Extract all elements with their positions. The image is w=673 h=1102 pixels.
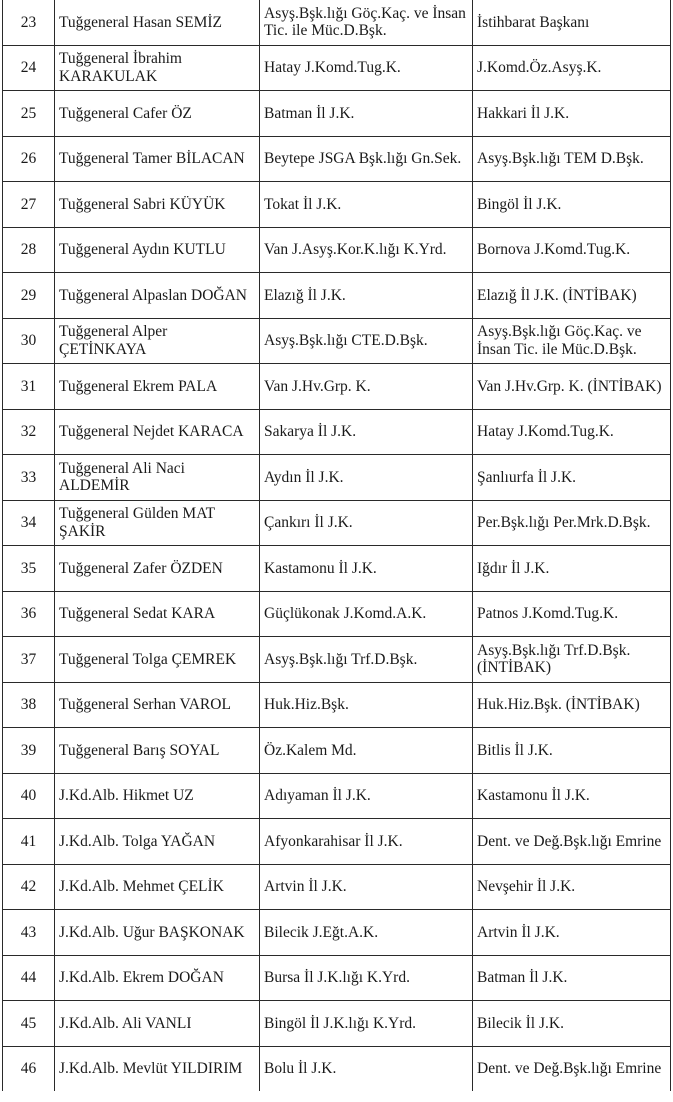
new-post: Dent. ve Değ.Bşk.lığı Emrine xyxy=(473,1046,671,1091)
row-number: 41 xyxy=(3,819,55,865)
current-post: Tokat İl J.K. xyxy=(260,182,473,228)
row-number: 35 xyxy=(3,546,55,592)
officer-name: Tuğgeneral Barış SOYAL xyxy=(55,728,260,774)
new-post: Per.Bşk.lığı Per.Mrk.D.Bşk. xyxy=(473,500,671,546)
current-post: Adıyaman İl J.K. xyxy=(260,773,473,819)
row-number: 27 xyxy=(3,182,55,228)
new-post: Huk.Hiz.Bşk. (İNTİBAK) xyxy=(473,682,671,728)
row-number: 33 xyxy=(3,455,55,501)
new-post: Asyş.Bşk.lığı TEM D.Bşk. xyxy=(473,136,671,182)
new-post: Bitlis İl J.K. xyxy=(473,728,671,774)
table-row xyxy=(3,227,671,273)
row-number: 25 xyxy=(3,91,55,137)
new-post: Elazığ İl J.K. (İNTİBAK) xyxy=(473,273,671,319)
officer-name: Tuğgeneral Hasan SEMİZ xyxy=(55,0,260,45)
row-number: 34 xyxy=(3,500,55,546)
table-row xyxy=(3,273,671,319)
new-post: Hakkari İl J.K. xyxy=(473,91,671,137)
row-number: 29 xyxy=(3,273,55,319)
table-row xyxy=(3,364,671,410)
table-row xyxy=(3,455,671,501)
new-post: Asyş.Bşk.lığı Trf.D.Bşk. (İNTİBAK) xyxy=(473,637,671,683)
new-post: Kastamonu İl J.K. xyxy=(473,773,671,819)
officer-name: Tuğgeneral İbrahim KARAKULAK xyxy=(55,45,260,91)
new-post: Batman İl J.K. xyxy=(473,955,671,1001)
table-row xyxy=(3,136,671,182)
new-post: Iğdır İl J.K. xyxy=(473,546,671,592)
table-row xyxy=(3,91,671,137)
new-post: Patnos J.Komd.Tug.K. xyxy=(473,591,671,637)
row-number: 37 xyxy=(3,637,55,683)
row-number: 26 xyxy=(3,136,55,182)
table-row xyxy=(3,0,671,45)
table-row xyxy=(3,1046,671,1091)
row-number: 42 xyxy=(3,864,55,910)
current-post: Bilecik J.Eğt.A.K. xyxy=(260,910,473,956)
current-post: Hatay J.Komd.Tug.K. xyxy=(260,45,473,91)
table-row xyxy=(3,45,671,91)
officer-name: Tuğgeneral Nejdet KARACA xyxy=(55,409,260,455)
officer-name: Tuğgeneral Ali Naci ALDEMİR xyxy=(55,455,260,501)
table-row xyxy=(3,409,671,455)
officer-name: Tuğgeneral Serhan VAROL xyxy=(55,682,260,728)
current-post: Çankırı İl J.K. xyxy=(260,500,473,546)
officer-name: Tuğgeneral Zafer ÖZDEN xyxy=(55,546,260,592)
table-row xyxy=(3,682,671,728)
officer-name: Tuğgeneral Alpaslan DOĞAN xyxy=(55,273,260,319)
table-row xyxy=(3,182,671,228)
officer-name: Tuğgeneral Gülden MAT ŞAKİR xyxy=(55,500,260,546)
table-row xyxy=(3,910,671,956)
current-post: Öz.Kalem Md. xyxy=(260,728,473,774)
current-post: Afyonkarahisar İl J.K. xyxy=(260,819,473,865)
row-number: 32 xyxy=(3,409,55,455)
officer-name: J.Kd.Alb. Uğur BAŞKONAK xyxy=(55,910,260,956)
officer-name: Tuğgeneral Sedat KARA xyxy=(55,591,260,637)
row-number: 46 xyxy=(3,1046,55,1091)
new-post: Bornova J.Komd.Tug.K. xyxy=(473,227,671,273)
table-row xyxy=(3,819,671,865)
officer-name: Tuğgeneral Aydın KUTLU xyxy=(55,227,260,273)
appointment-table xyxy=(2,0,671,1091)
current-post: Bingöl İl J.K.lığı K.Yrd. xyxy=(260,1001,473,1047)
current-post: Batman İl J.K. xyxy=(260,91,473,137)
current-post: Beytepe JSGA Bşk.lığı Gn.Sek. xyxy=(260,136,473,182)
officer-name: Tuğgeneral Sabri KÜYÜK xyxy=(55,182,260,228)
new-post: Şanlıurfa İl J.K. xyxy=(473,455,671,501)
table-row xyxy=(3,955,671,1001)
current-post: Asyş.Bşk.lığı CTE.D.Bşk. xyxy=(260,318,473,364)
table-row xyxy=(3,773,671,819)
officer-name: Tuğgeneral Alper ÇETİNKAYA xyxy=(55,318,260,364)
current-post: Güçlükonak J.Komd.A.K. xyxy=(260,591,473,637)
officer-name: Tuğgeneral Cafer ÖZ xyxy=(55,91,260,137)
row-number: 44 xyxy=(3,955,55,1001)
current-post: Kastamonu İl J.K. xyxy=(260,546,473,592)
officer-name: J.Kd.Alb. Ali VANLI xyxy=(55,1001,260,1047)
new-post: Van J.Hv.Grp. K. (İNTİBAK) xyxy=(473,364,671,410)
new-post: Nevşehir İl J.K. xyxy=(473,864,671,910)
officer-name: J.Kd.Alb. Mehmet ÇELİK xyxy=(55,864,260,910)
row-number: 30 xyxy=(3,318,55,364)
table-row xyxy=(3,318,671,364)
current-post: Artvin İl J.K. xyxy=(260,864,473,910)
new-post: Dent. ve Değ.Bşk.lığı Emrine xyxy=(473,819,671,865)
table-row xyxy=(3,591,671,637)
row-number: 23 xyxy=(3,0,55,45)
current-post: Huk.Hiz.Bşk. xyxy=(260,682,473,728)
table-row xyxy=(3,637,671,683)
officer-name: Tuğgeneral Tamer BİLACAN xyxy=(55,136,260,182)
current-post: Van J.Asyş.Kor.K.lığı K.Yrd. xyxy=(260,227,473,273)
table-row xyxy=(3,546,671,592)
row-number: 36 xyxy=(3,591,55,637)
new-post: Bilecik İl J.K. xyxy=(473,1001,671,1047)
new-post: Artvin İl J.K. xyxy=(473,910,671,956)
new-post: Hatay J.Komd.Tug.K. xyxy=(473,409,671,455)
row-number: 38 xyxy=(3,682,55,728)
new-post: J.Komd.Öz.Asyş.K. xyxy=(473,45,671,91)
table-row xyxy=(3,500,671,546)
current-post: Asyş.Bşk.lığı Göç.Kaç. ve İnsan Tic. ile Müc.D.Bşk. xyxy=(260,0,473,45)
officer-name: J.Kd.Alb. Mevlüt YILDIRIM xyxy=(55,1046,260,1091)
row-number: 45 xyxy=(3,1001,55,1047)
row-number: 40 xyxy=(3,773,55,819)
new-post: Bingöl İl J.K. xyxy=(473,182,671,228)
row-number: 24 xyxy=(3,45,55,91)
table-row xyxy=(3,728,671,774)
row-number: 39 xyxy=(3,728,55,774)
officer-name: J.Kd.Alb. Ekrem DOĞAN xyxy=(55,955,260,1001)
new-post: Asyş.Bşk.lığı Göç.Kaç. ve İnsan Tic. ile Müc.D.Bşk. xyxy=(473,318,671,364)
current-post: Sakarya İl J.K. xyxy=(260,409,473,455)
table-row xyxy=(3,1001,671,1047)
current-post: Bursa İl J.K.lığı K.Yrd. xyxy=(260,955,473,1001)
appointment-table-body xyxy=(3,0,671,1091)
row-number: 43 xyxy=(3,910,55,956)
officer-name: J.Kd.Alb. Hikmet UZ xyxy=(55,773,260,819)
officer-name: Tuğgeneral Tolga ÇEMREK xyxy=(55,637,260,683)
current-post: Asyş.Bşk.lığı Trf.D.Bşk. xyxy=(260,637,473,683)
new-post: İstihbarat Başkanı xyxy=(473,0,671,45)
officer-name: J.Kd.Alb. Tolga YAĞAN xyxy=(55,819,260,865)
current-post: Van J.Hv.Grp. K. xyxy=(260,364,473,410)
officer-name: Tuğgeneral Ekrem PALA xyxy=(55,364,260,410)
current-post: Bolu İl J.K. xyxy=(260,1046,473,1091)
current-post: Elazığ İl J.K. xyxy=(260,273,473,319)
table-row xyxy=(3,864,671,910)
current-post: Aydın İl J.K. xyxy=(260,455,473,501)
row-number: 31 xyxy=(3,364,55,410)
row-number: 28 xyxy=(3,227,55,273)
